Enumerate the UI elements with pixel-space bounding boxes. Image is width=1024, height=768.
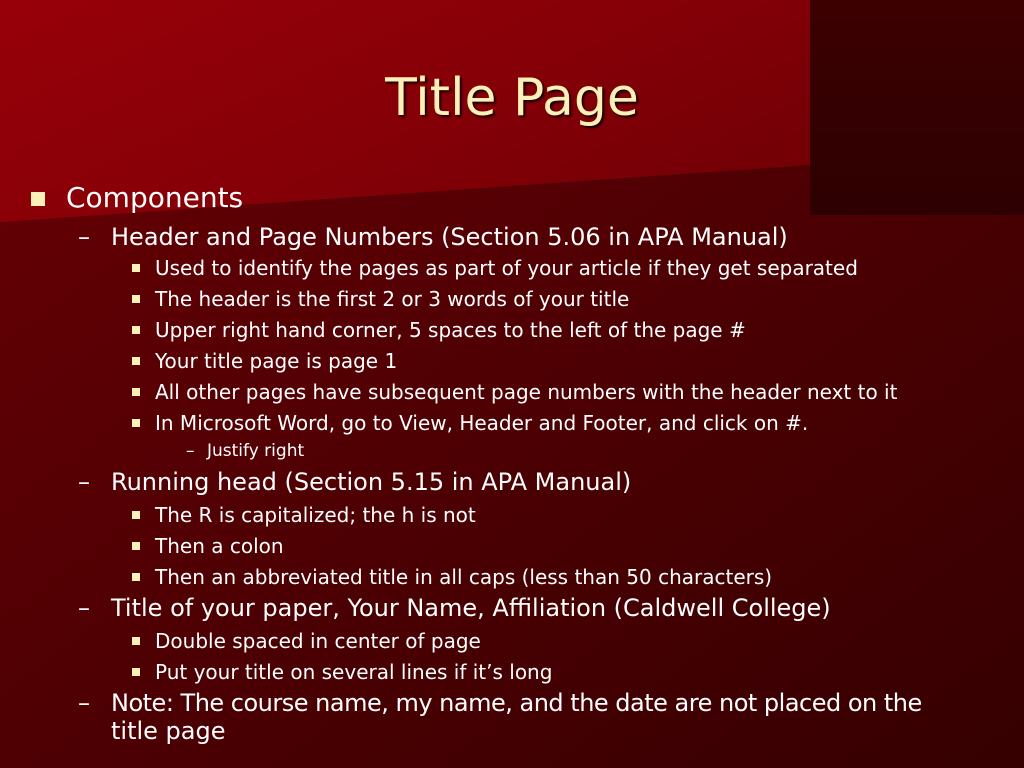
bullet-level3: The header is the first 2 or 3 words of your title (155, 287, 630, 311)
dash-bullet-icon: – (78, 468, 90, 496)
dash-bullet-icon: – (78, 689, 90, 717)
bullet-level4: Justify right (207, 441, 305, 461)
bullet-level1: Components (66, 181, 244, 214)
bullet-level2-continuation: title page (111, 717, 226, 745)
square-bullet-icon (132, 326, 140, 334)
bullet-level3: Double spaced in center of page (155, 629, 481, 653)
square-bullet-icon (132, 637, 140, 645)
bullet-level3: All other pages have subsequent page numbers with the header next to it (155, 380, 898, 404)
square-bullet-icon (31, 192, 45, 206)
bullet-level3: Then a colon (155, 534, 284, 558)
bullet-level3: Upper right hand corner, 5 spaces to the left of the page # (155, 318, 746, 342)
square-bullet-icon (132, 573, 140, 581)
bullet-level3: The R is capitalized; the h is not (155, 503, 476, 527)
bullet-level3: Put your title on several lines if it’s long (155, 660, 553, 684)
dash-bullet-icon: – (78, 223, 90, 251)
square-bullet-icon (132, 295, 140, 303)
bullet-level3: Used to identify the pages as part of your article if they get separated (155, 256, 858, 280)
bullet-level3: Then an abbreviated title in all caps (less than 50 characters) (155, 565, 773, 589)
square-bullet-icon (132, 511, 140, 519)
bullet-level3: Your title page is page 1 (155, 349, 398, 373)
bullet-level2: Title of your paper, Your Name, Affiliation (Caldwell College) (111, 594, 831, 622)
square-bullet-icon (132, 264, 140, 272)
bullet-level2: Note: The course name, my name, and the date are not placed on the (111, 689, 922, 717)
slide-title: Title Page (385, 68, 639, 128)
bullet-level2: Header and Page Numbers (Section 5.06 in APA Manual) (111, 223, 788, 251)
square-bullet-icon (132, 388, 140, 396)
dash-bullet-icon: – (78, 594, 90, 622)
square-bullet-icon (132, 668, 140, 676)
dash-bullet-icon: – (186, 441, 195, 461)
square-bullet-icon (132, 357, 140, 365)
square-bullet-icon (132, 542, 140, 550)
bullet-level2: Running head (Section 5.15 in APA Manual) (111, 468, 632, 496)
square-bullet-icon (132, 419, 140, 427)
bullet-level3: In Microsoft Word, go to View, Header and Footer, and click on #. (155, 411, 809, 435)
